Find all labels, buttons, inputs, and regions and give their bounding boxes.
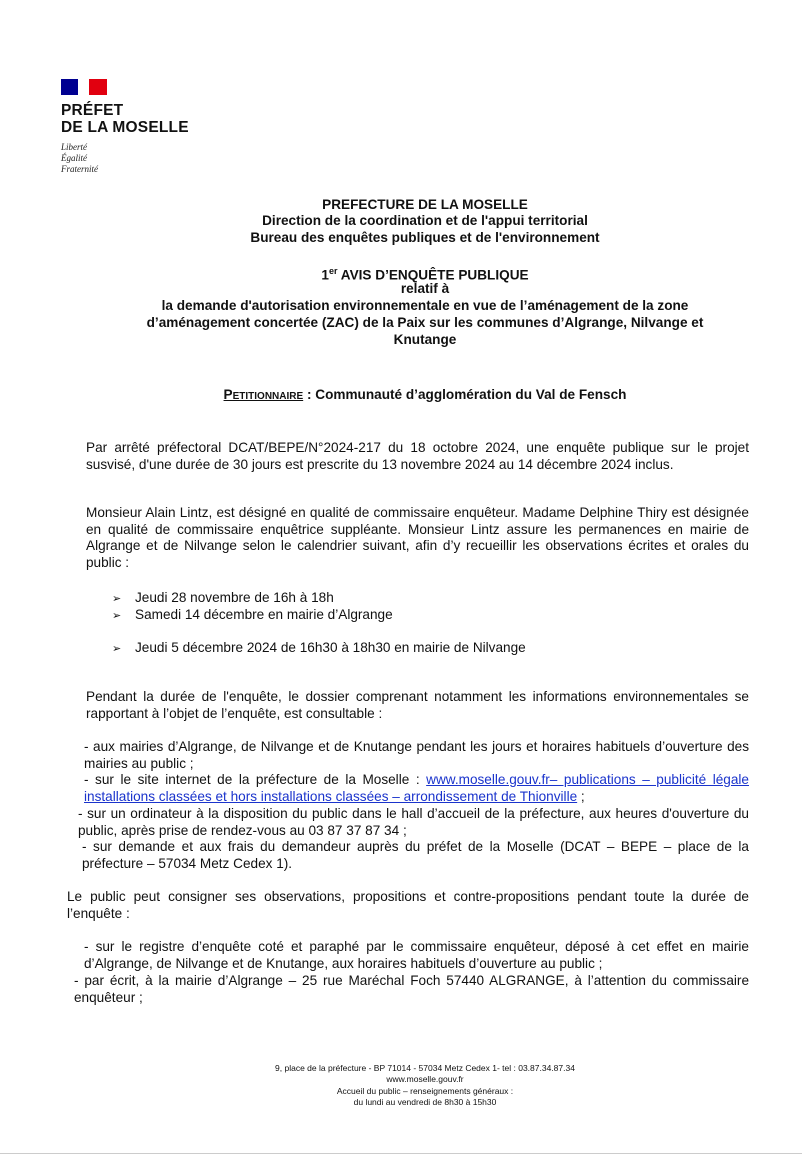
bureau-title: Bureau des enquêtes publiques et de l'environnement bbox=[250, 230, 600, 245]
flag-blue bbox=[61, 79, 78, 95]
motto-liberte: Liberté bbox=[61, 142, 87, 152]
arrow-bullet-icon: ➢ bbox=[112, 610, 122, 622]
subject-line-2: d’aménagement concertée (ZAC) de la Paix sur les communes d’Algrange, Nilvange et bbox=[146, 315, 704, 330]
subject-line-3: Knutange bbox=[393, 332, 457, 347]
footer-hours: du lundi au vendredi de 8h30 à 15h30 bbox=[353, 1097, 497, 1107]
relatif-label: relatif à bbox=[400, 281, 450, 296]
footer-website: www.moselle.gouv.fr bbox=[386, 1074, 464, 1084]
moselle-website-link[interactable]: www.moselle.gouv.fr– publications – publicité légale installations classées et hors installations classées – arrondissement de Thionville bbox=[84, 772, 749, 804]
petitionnaire-label: Petitionnaire bbox=[223, 387, 304, 402]
arrow-bullet-icon: ➢ bbox=[112, 593, 122, 605]
paragraph-observations: Le public peut consigner ses observations, propositions et contre-propositions pendant toute la durée de l’enquête : bbox=[67, 889, 749, 921]
schedule-text: Jeudi 5 décembre 2024 de 16h30 à 18h30 en mairie de Nilvange bbox=[135, 640, 526, 655]
footer-address: 9, place de la préfecture - BP 71014 - 57034 Metz Cedex 1- tel : 03.87.34.87.34 bbox=[275, 1063, 575, 1073]
observation-item-registre: - sur le registre d’enquête coté et paraphé par le commissaire enquêteur, déposé à cet effet en mairie d’Algrange, de Nilvange et de Knutange, aux horaires habituels d’ouverture au public ; bbox=[84, 939, 749, 971]
marianne-flag-logo bbox=[61, 79, 107, 95]
prefecture-title: PREFECTURE DE LA MOSELLE bbox=[322, 197, 528, 212]
consultation-item-mairies: - aux mairies d’Algrange, de Nilvange et de Knutange pendant les jours et horaires habituels d’ouverture des mairies au public ; bbox=[84, 739, 749, 771]
paragraph-commissaire: Monsieur Alain Lintz, est désigné en qualité de commissaire enquêteur. Madame Delphine Thiry est désignée en qualité de commissaire enquêtrice suppléante. Monsieur Lintz assure les permanences en mairie de Algrange et de Nilvange selon le calendrier suivant, afin d’y recueillir les observations écrites et orales du public : bbox=[86, 505, 749, 570]
motto-fraternite: Fraternité bbox=[61, 164, 98, 174]
website-prefix: - sur le site internet de la préfecture de la Moselle : bbox=[84, 772, 427, 787]
notice-number: 1 bbox=[321, 267, 329, 283]
flag-white bbox=[78, 79, 89, 95]
schedule-text: Jeudi 28 novembre de 16h à 18h bbox=[135, 590, 334, 605]
subject-line-1: la demande d'autorisation environnementale en vue de l’aménagement de la zone bbox=[161, 298, 689, 313]
flag-red bbox=[89, 79, 107, 95]
page-edge-divider bbox=[0, 1153, 802, 1154]
consultation-item-ordinateur: - sur un ordinateur à la disposition du public dans le hall d’accueil de la préfecture, aux heures d'ouverture du public, après prise de rendez-vous au 03 87 37 87 34 ; bbox=[78, 806, 749, 838]
footer-accueil: Accueil du public – renseignements généraux : bbox=[336, 1086, 514, 1096]
schedule-text: Samedi 14 décembre en mairie d’Algrange bbox=[135, 607, 393, 622]
website-suffix: ; bbox=[577, 788, 585, 804]
consultation-item-website bbox=[84, 772, 749, 805]
consultation-item-demande: - sur demande et aux frais du demandeur auprès du préfet de la Moselle (DCAT – BEPE – place de la préfecture – 57034 Metz Cedex 1). bbox=[82, 839, 749, 871]
notice-superscript: er bbox=[328, 266, 338, 276]
petitionnaire-line bbox=[60, 386, 790, 403]
paragraph-arrete: Par arrêté préfectoral DCAT/BEPE/N°2024-217 du 18 octobre 2024, une enquête publique sur le projet susvisé, d'une durée de 30 jours est prescrite du 13 novembre 2024 au 14 décembre 2024 inclus. bbox=[86, 440, 749, 472]
schedule-item bbox=[112, 639, 526, 658]
notice-title-text: AVIS D’ENQUÊTE PUBLIQUE bbox=[337, 267, 529, 283]
arrow-bullet-icon: ➢ bbox=[112, 643, 122, 655]
paragraph-consultation: Pendant la durée de l'enquête, le dossier comprenant notamment les informations environnementales se rapportant à l’objet de l’enquête, est consultable : bbox=[86, 689, 749, 721]
direction-title: Direction de la coordination et de l'appui territorial bbox=[262, 213, 588, 228]
observation-item-ecrit: - par écrit, à la mairie d’Algrange – 25 rue Maréchal Foch 57440 ALGRANGE, à l’attention du commissaire enquêteur ; bbox=[74, 973, 749, 1005]
motto-egalite: Égalité bbox=[61, 153, 87, 163]
schedule-item bbox=[112, 606, 393, 625]
brand-moselle: DE LA MOSELLE bbox=[61, 119, 189, 136]
brand-prefet: PRÉFET bbox=[61, 102, 124, 119]
petitionnaire-value: : Communauté d’agglomération du Val de Fensch bbox=[303, 387, 627, 402]
